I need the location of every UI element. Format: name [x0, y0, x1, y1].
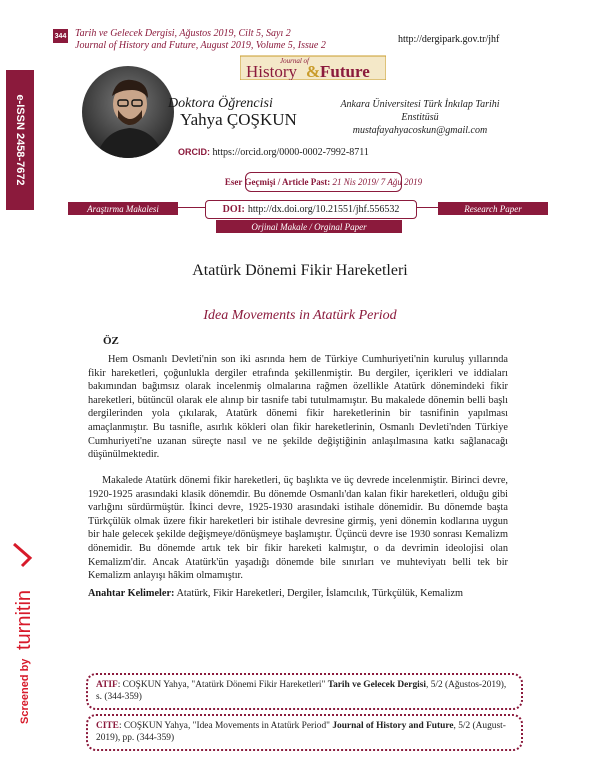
citation-tr-text-b: , 5/2 (Ağustos-2019), s. (344-359)	[96, 680, 507, 702]
citation-en-box	[86, 714, 523, 751]
orcid-label: ORCID:	[178, 147, 210, 157]
journal-line-tr: Tarih ve Gelecek Dergisi, Ağustos 2019, Cilt 5, Sayı 2	[75, 28, 291, 39]
logo-future: Future	[320, 62, 370, 80]
turnitin-badge	[6, 538, 46, 728]
citation-en-text-a: : COŞKUN Yahya, "Idea Movements in Atatürk Period"	[118, 721, 330, 731]
keywords-row	[88, 588, 518, 599]
history-label: Eser Geçmişi / Article Past:	[224, 177, 331, 187]
abstract-paragraph-2: Makalede Atatürk dönemi fikir hareketleri, üç başlıkta ve üç devrede incelenmiştir. Birinci devre, 1920-1925 arasındaki klasik dönemdir. Bu dönemde Osmanlı'dan kalan fikir hareketleri, olduğu gibi varlığını sürdürmüştür. İkinci devre, 1925-1930 arasındaki istihale dönemidir. Bu dönemde başta Türkçülük olmak üzere fikir hareketleri bir istihale devresine girmiş, yeni dönemin kodlarına uygun bir hale gelecek şekilde değişmeye/dönüşmeye başlamıştır. Üçüncü devre ise 1930 sonrası Kemalizm dönemidir. Bu dönemde artık tek bir fikir hareketi kalmıştır, o da devrimin ideolojisi olan Kemalizm'dir. Ancak Atatürk'ün yaşadığı dönemde bile sınırları ve muhteviyatı belli tek bir Kemalizm anlayışı hâkim olmamıştır.	[88, 475, 508, 582]
turnitin-text: turnitin	[13, 589, 35, 650]
page-number-badge	[53, 29, 68, 43]
page-number: 344	[54, 32, 67, 40]
abstract-paragraph-1: Hem Osmanlı Devleti'nin son iki asrında hem de Türkiye Cumhuriyeti'nin kuruluş yıllarında fikir hareketleri, çoğunlukla dergiler etrafında şekillenmiştir. Bu dergiler, içerikleri ve iddiaları bakımından bağımsız olarak incelenmiş olmalarına rağmen özellikle Atatürk dönemindeki fikir hareketleri, bütüncül olarak ele alınıp bir tasnife tabi tutulmamıştır. Bu makalede dönemin belli başlı dergilerinden yola çıkılarak, Atatürk dönemi fikir hareketlerinin bir tasnifinin yapılması amaçlanmıştır. Bu tasnifle, asırlık kökleri olan fikir hareketlerinin, Osmanlı Devleti'nden Türkiye Cumhuriyeti'ne uzanan süreçte nasıl ve ne şekilde değiştiğinin anlaşılmasına katkı sağlanacağı düşünülmektedir.	[88, 354, 508, 461]
keywords-list: Atatürk, Fikir Hareketleri, Dergiler, İslamcılık, Türkçülük, Kemalizm	[176, 588, 464, 599]
original-paper-tag: Orjinal Makale / Orginal Paper	[216, 220, 402, 233]
abstract-heading: ÖZ	[103, 335, 119, 347]
affiliation-line-2: Enstitüsü	[401, 112, 439, 123]
doi-box	[205, 200, 417, 219]
article-title-en: Idea Movements in Atatürk Period	[203, 308, 397, 323]
keywords-label: Anahtar Kelimeler:	[88, 588, 175, 599]
history-value: 21 Nis 2019/ 7 Ağu 2019	[332, 177, 423, 187]
logo-journal-of: Journal of	[280, 57, 309, 65]
eissn-band	[6, 70, 34, 210]
turnitin-check-icon	[14, 544, 30, 566]
affiliation-line-1: Ankara Üniversitesi Türk İnkılap Tarihi	[340, 99, 500, 110]
citation-en-text-b: , 5/2 (August- 2019), pp. (344-359)	[96, 721, 506, 743]
citation-en-label: CITE	[96, 721, 119, 731]
citation-tr-text-a: : COŞKUN Yahya, "Atatürk Dönemi Fikir Hareketleri"	[117, 680, 326, 690]
journal-url[interactable]: http://dergipark.gov.tr/jhf	[398, 34, 500, 45]
citation-en-journal: Journal of History and Future	[332, 721, 454, 731]
article-history-box	[224, 172, 423, 192]
orcid-row	[178, 147, 369, 158]
article-title-tr: Atatürk Dönemi Fikir Hareketleri	[192, 262, 408, 279]
doi-link[interactable]: http://dx.doi.org/10.21551/jhf.556532	[247, 204, 400, 215]
citation-tr-label: ATIF	[96, 680, 118, 690]
journal-logo	[240, 52, 386, 80]
citation-tr-box	[86, 673, 523, 710]
author-title: Doktora Öğrencisi	[168, 96, 273, 111]
screened-by-text: Screened by	[19, 658, 31, 724]
doi-label: DOI:	[222, 204, 245, 215]
eissn-text: e-ISSN 2458-7672	[14, 94, 26, 186]
citation-tr-journal: Tarih ve Gelecek Dergisi	[327, 680, 427, 690]
author-affiliation	[330, 98, 510, 137]
journal-line-en: Journal of History and Future, August 2019, Volume 5, Issue 2	[75, 40, 326, 51]
author-photo	[82, 66, 174, 158]
article-type-tr: Araştırma Makalesi	[68, 202, 178, 215]
author-email[interactable]: mustafayahyacoskun@gmail.com	[352, 125, 488, 136]
author-name: Yahya ÇOŞKUN	[180, 110, 297, 129]
logo-ampersand: &	[306, 62, 321, 80]
logo-history: History	[246, 62, 297, 80]
orcid-link[interactable]: https://orcid.org/0000-0002-7992-8711	[212, 147, 369, 158]
article-type-en: Research Paper	[438, 202, 548, 215]
